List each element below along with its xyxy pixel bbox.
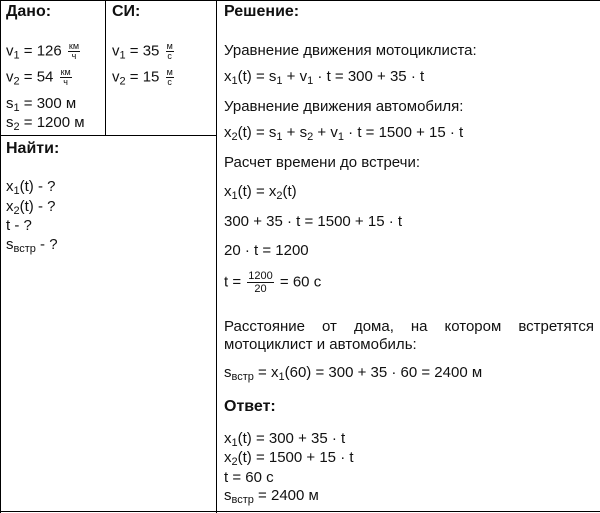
answer-x1: $x_1(t) = 300 + 35 \cdot t$	[224, 430, 346, 449]
moto-title: Уравнение движения мотоциклиста:	[224, 42, 477, 59]
si-v1: $v_1 = 35$ $\frac{м}{с}$	[112, 41, 173, 62]
answer-header: Ответ:	[224, 398, 276, 415]
equation-3: 20 · t = 1200	[224, 242, 309, 259]
given-s1: $s_1 = 300$ м	[6, 95, 77, 114]
car-equation: $x_2(t) = s_1 + s_2 + v_1 \cdot t = 1500 + 15 \cdot t$	[224, 124, 464, 143]
given-s2: $s_2 = 1200$ м	[6, 114, 85, 133]
car-title: Уравнение движения автомобиля:	[224, 98, 464, 115]
moto-equation: $x_1(t) = s_1 + v_1 \cdot t = 300 + 35 \cdot t$	[224, 68, 425, 87]
given-header: Дано:	[6, 3, 52, 20]
find-t: t - ?	[6, 217, 32, 234]
find-x2: $x_2(t)$ - ?	[6, 198, 56, 217]
answer-s: $s_{встр} = 2400$ м	[224, 487, 319, 506]
distance-equation: $s_{встр} = x_1(60) = 300 + 35 \cdot 60 = 2400$ м	[224, 364, 483, 383]
find-header: Найти:	[6, 140, 60, 157]
rule-left	[0, 0, 1, 513]
equation-2: 300 + 35 · t = 1500 + 15 · t	[224, 213, 403, 230]
distance-title-line-1: Расстояние от дома, на котором встретятся	[224, 318, 594, 335]
find-x1: $x_1(t)$ - ?	[6, 178, 56, 197]
distance-title-line-2: мотоциклист и автомобиль:	[224, 336, 417, 353]
time-equation: $x_1(t) = x_2(t)$	[224, 183, 297, 202]
rule-bottom	[0, 511, 600, 512]
time-title: Расчет времени до встречи:	[224, 154, 420, 171]
si-header: СИ:	[112, 3, 141, 20]
si-v2: $v_2 = 15$ $\frac{м}{с}$	[112, 67, 173, 88]
given-v1: $v_1 = 126$ $\frac{км}{ч}$	[6, 41, 80, 62]
find-s: $s_{встр}$ - ?	[6, 236, 58, 255]
equation-4: t = $\frac{1200}{20}$ = 60 с	[224, 270, 322, 295]
rule-col2	[216, 0, 217, 513]
rule-col1	[105, 0, 106, 135]
given-v2: $v_2 = 54$ $\frac{км}{ч}$	[6, 67, 71, 88]
solution-header: Решение:	[224, 3, 300, 20]
rule-top	[0, 0, 600, 1]
answer-x2: $x_2(t) = 1500 + 15 \cdot t$	[224, 449, 354, 468]
answer-t: t = 60 с	[224, 469, 274, 486]
